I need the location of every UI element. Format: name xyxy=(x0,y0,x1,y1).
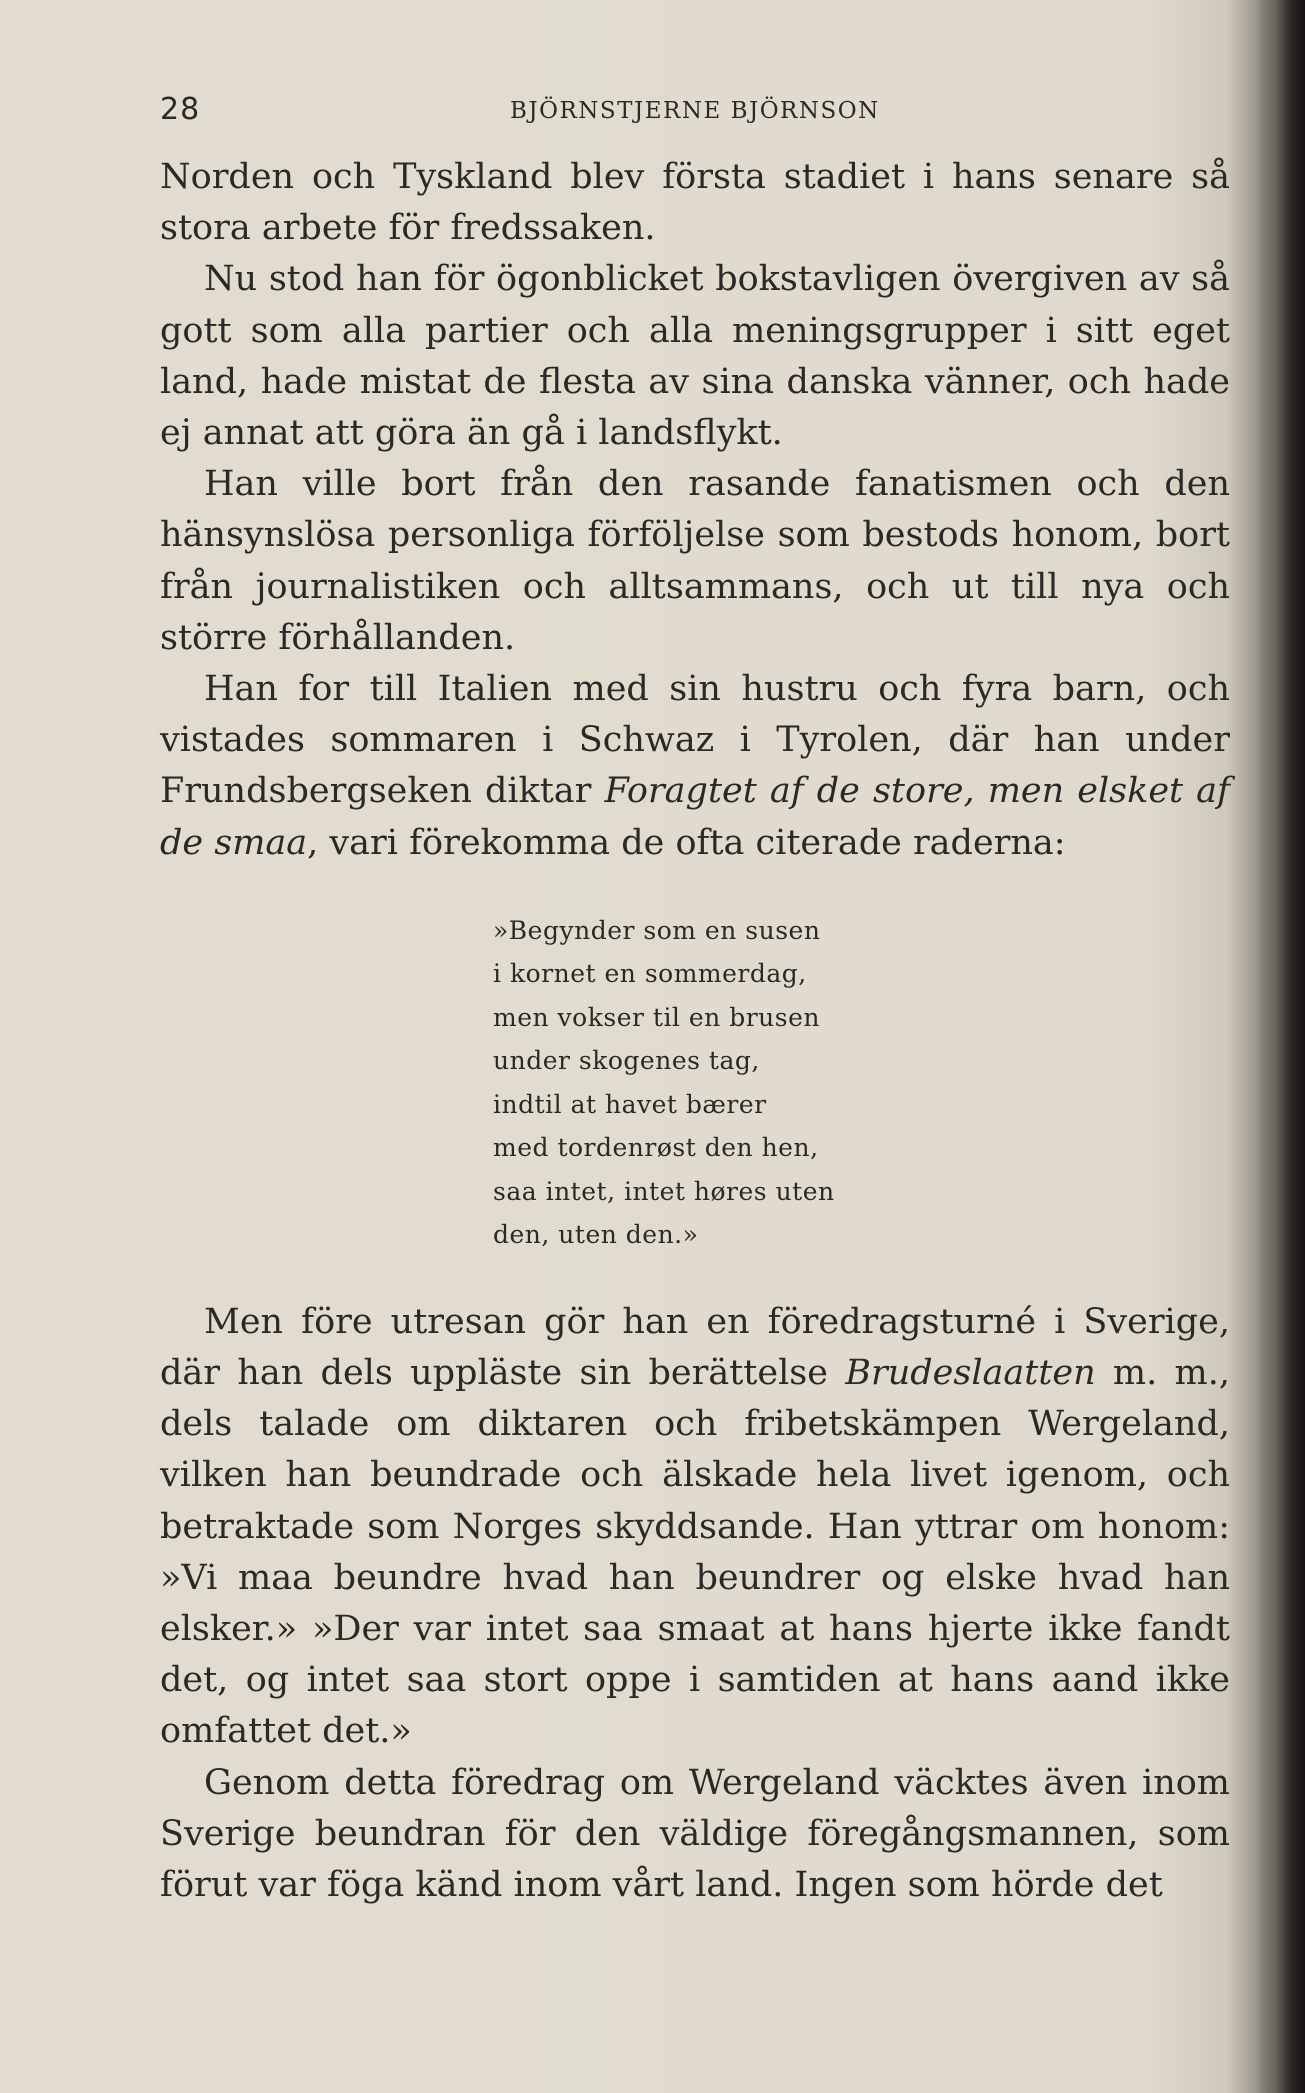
work-title-brudeslaatten: Brudeslaatten xyxy=(845,1353,1096,1394)
paragraph-5-before: Men före utresan gör han en föredragsturné i Sverige, där han dels uppläste sin berättelse xyxy=(160,1301,1230,1394)
paragraph-4 xyxy=(160,664,1230,869)
work-title-foragtet: Foragtet af de store, men elsket af de smaa xyxy=(160,771,1231,863)
poem-line: indtil at havet bærer xyxy=(493,1089,767,1119)
poem-line: den, uten den.» xyxy=(493,1220,699,1250)
poem-line: saa intet, intet høres uten xyxy=(493,1176,835,1206)
page-header xyxy=(160,92,1240,132)
paragraph-1: Norden och Tyskland blev första stadiet i hans senare så stora arbete för fredssaken. xyxy=(160,157,1230,249)
paragraph-6: Genom detta föredrag om Wergeland väcktes även inom Sverige beundran för den väldige föregångsmannen, som förut var föga känd inom vårt land. Ingen som hörde det xyxy=(160,1762,1230,1906)
poem-quote xyxy=(493,909,1230,1257)
poem-line: »Begynder som en susen xyxy=(493,915,821,945)
body-text xyxy=(160,152,1230,1911)
paragraph-5-after: m. m., dels talade om diktaren och fribetskämpen Wergeland, vilken han beundrade och älskade hela livet igenom, och betraktade som Norges skyddsande. Han yttrar om honom: »Vi maa beundre hvad han beundrer og elske hvad han elsker.» »Der var intet saa smaat at hans hjerte ikke fandt det, og intet saa stort oppe i samtiden at hans aand ikke omfattet det.» xyxy=(160,1353,1230,1752)
poem-line: i kornet en sommerdag, xyxy=(493,959,807,989)
paragraph-2: Nu stod han för ögonblicket bokstavligen övergiven av så gott som alla partier och alla meningsgrupper i sitt eget land, hade mistat de flesta av sina danska vänner, och hade ej annat att göra än gå i landsflykt. xyxy=(160,259,1230,454)
poem-line: men vokser til en brusen xyxy=(493,1002,821,1032)
paragraph-4-after: , vari förekomma de ofta citerade raderna: xyxy=(307,822,1066,863)
paragraph-3: Han ville bort från den rasande fanatismen och den hänsynslösa personliga förföljelse som bestods honom, bort från journalistiken och alltsammans, och ut till nya och större förhållanden. xyxy=(160,464,1230,658)
poem-line: under skogenes tag, xyxy=(493,1046,760,1076)
page-number: 28 xyxy=(160,92,201,127)
paragraph-5 xyxy=(160,1297,1230,1758)
paragraph-4-before: Han for till Italien med sin hustru och fyra barn, och vistades sommaren i Schwaz i Tyrolen, där han under Frundsbergseken diktar xyxy=(160,669,1230,812)
poem-line: med tordenrøst den hen, xyxy=(493,1133,819,1163)
running-head: BJÖRNSTJERNE BJÖRNSON xyxy=(510,98,880,124)
page-gutter-shadow xyxy=(1257,0,1305,2093)
